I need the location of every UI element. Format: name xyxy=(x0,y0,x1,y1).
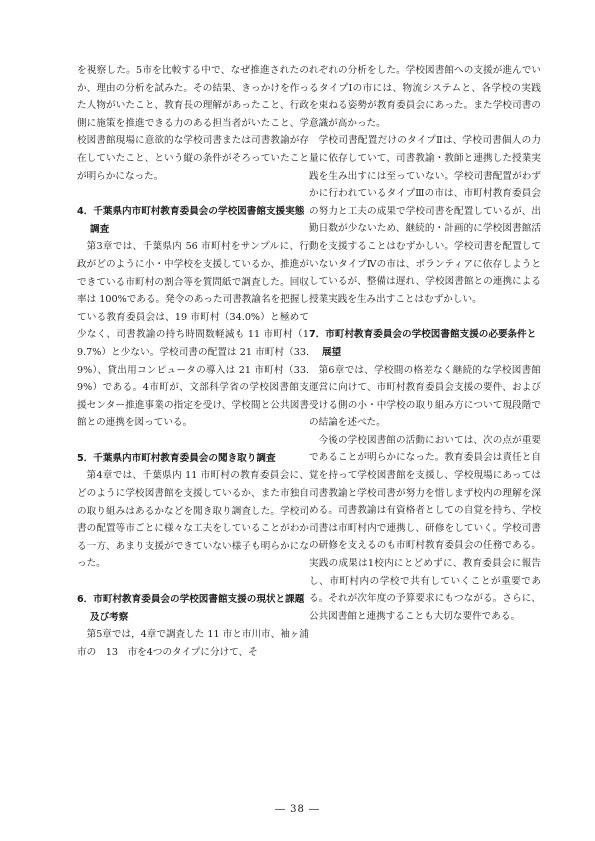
section-heading-6: 6．市町村教育委員会の学校図書館支援の現状と課題及び考察 xyxy=(77,594,305,623)
right-column xyxy=(309,62,541,625)
left-column xyxy=(77,62,309,661)
paragraph: 学校司書配置だけのタイプⅡは、学校司書個人の力量に依存していて、司書教諭・教師と連携した授業実践を生み出すには至っていない。学校司書配置がわずかに行われているタイプⅢの市は、市町村教育委員会の努力と工夫の成果で学校司書を配置しているが、出勤日数が少ないため、継続的・計画的に学校図書館活動を支援することはむずかしい。学校司書を配置していないタイプⅣの市は、ボランティアに依存しようとしているが、整備は遅れ、学校図書館との連携による授業実践を生み出すことはむずかしい。 xyxy=(309,135,541,305)
paragraph: を視察した。5市を比較する中で、なぜ推進されたのか、理由の分析を試みた。その結果、きっかけを作った人物がいたこと、教育長の理解があったこと、行政側に施策を推進できる力のある担当者がいたこと、学校図書館現場に意欲的な学校司書または司書教諭が存在していたこと、という縦の条件がそろっていたことが明らかになった。 xyxy=(77,65,309,182)
paragraph: 第5章では，4章で調査した 11 市と市川市、袖ヶ浦市の 13 市を4つのタイプに分けて、そ xyxy=(77,629,309,658)
paragraph: れぞれの分析をした。学校図書館への支援が進んでいるタイプⅠの市には、物流システムと、各学校の実践を束ねる姿勢が教育委員会にあった。また学校司書の意識が高かった。 xyxy=(309,65,541,129)
paragraph: 第3章では、千葉県内 56 市町村をサンプルに、行政がどのように小・中学校を支援しているか、推進ができている市町村の割合等を質問紙で調査した。回収率は 100%である。発令のあった司書教諭名を把握している教育委員会は、19 市町村（34.0%）と極めて少なく、司書教諭の持ち時間数軽減も 11 市町村（19.7%）と少ない。学校司書の配置は 21 市町村（33.9%）、貸出用コンピュータの導入は 21 市町村（33.9%）である。4市町が、文部科学省の学校図書館支援センター推進事業の指定を受け、学校間と公共図書館との連携を図っている。 xyxy=(77,241,309,429)
section-heading-7: 7．市町村教育委員会の学校図書館支援の必要条件と展望 xyxy=(309,329,537,358)
paragraph: 今後の学校図書館の活動においては、次の点が重要であることが明らかになった。教育委員会は責任と自覚を持って学校図書館を支援し、学校現場にあっては司書教諭と学校司書が努力を惜しまず校内の理解を深める。司書教諭は有資格者としての自覚を持ち、学校司書は市町村内で連携し、研修をしていく。学校司書の研修を支えるのも市町村教育委員会の任務である。実践の成果は1校内にとどめずに、教育委員会に報告し、市町村内の学校で共有していくことが重要である。それが次年度の予算要求にもつながる。さらに、公共図書館と連携することも大切な要件である。 xyxy=(309,434,541,622)
page-number: ― 38 ― xyxy=(274,804,321,815)
section-heading-5: 5．千葉県内市町村教育委員会の聞き取り調査 xyxy=(77,452,276,464)
paragraph: 第6章では、学校間の格差なく継続的な学校図書館運営に向けて、市町村教育委員会支援の要件、および受ける側の小・中学校の取り組み方について現段階での結論を述べた。 xyxy=(309,364,541,429)
paragraph: 第4章では、千葉県内 11 市町村の教育委員会に、どのように学校図書館を支援しているか、また市独自の取り組みはあるかなどを聞き取り調査した。学校司書の配置等市ごとに様々な工夫をしていることがわかる一方、あまり支援ができていない様子も明らかになった。 xyxy=(77,470,309,570)
section-heading-4: 4．千葉県内市町村教育委員会の学校図書館支援実態調査 xyxy=(77,206,305,235)
